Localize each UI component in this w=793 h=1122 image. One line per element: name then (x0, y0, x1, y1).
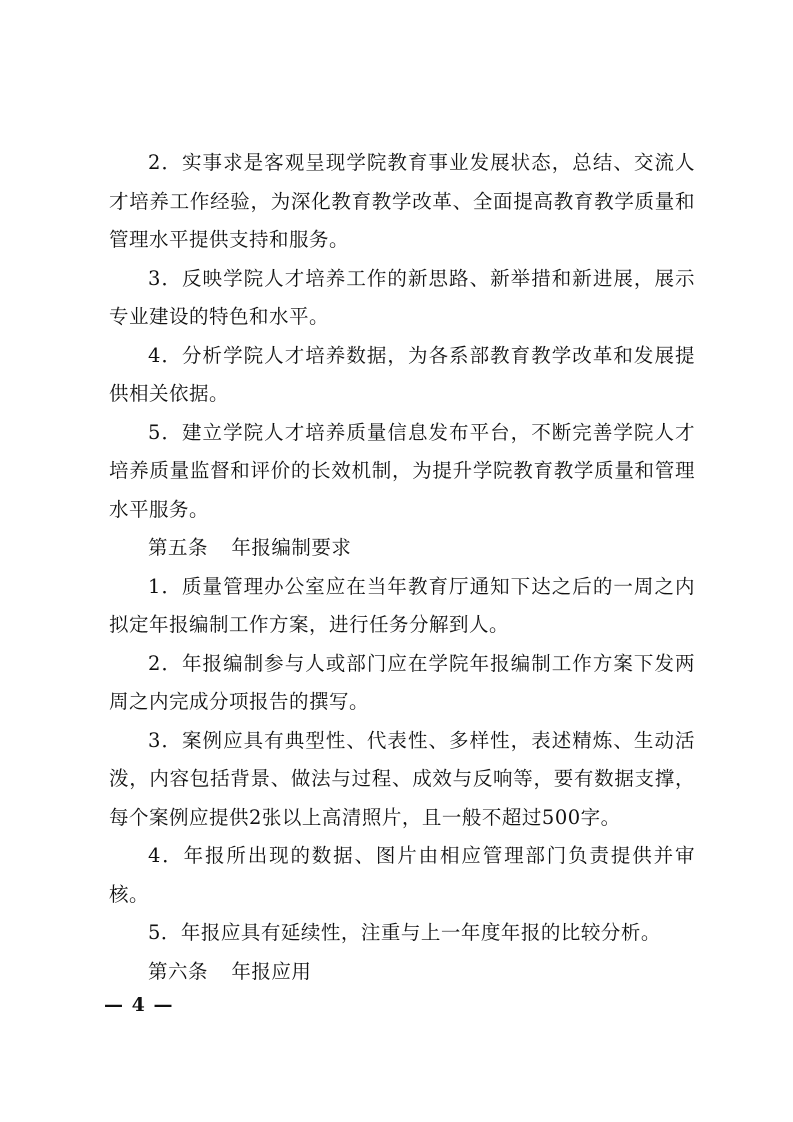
requirement-5: 5．年报应具有延续性，注重与上一年度年报的比较分析。 (148, 921, 661, 944)
article-title: 年报应用 (231, 959, 312, 983)
requirement-2: 2．年报编制参与人或部门应在学院年报编制工作方案下发两周之内完成分项报告的撰写。 (109, 651, 695, 713)
section-heading-article-5 (109, 529, 695, 568)
article-number: 第五条 (148, 536, 209, 559)
page-number: — 4 — (104, 994, 174, 1016)
article-title: 年报编制要求 (231, 536, 352, 559)
article-number: 第六条 (148, 959, 209, 983)
requirement-4: 4．年报所出现的数据、图片由相应管理部门负责提供并审核。 (109, 844, 695, 906)
paragraph-purpose-3: 3．反映学院人才培养工作的新思路、新举措和新进展，展示专业建设的特色和水平。 (109, 266, 695, 328)
requirement-3: 3．案例应具有典型性、代表性、多样性，表述精炼、生动活泼，内容包括背景、做法与过程、成效与反响等，要有数据支撑，每个案例应提供2张以上高清照片，且一般不超过500字。 (109, 728, 695, 829)
section-heading-article-6 (109, 953, 695, 992)
requirement-1: 1．质量管理办公室应在当年教育厅通知下达之后的一周之内拟定年报编制工作方案，进行任务分解到人。 (109, 574, 695, 636)
paragraph-purpose-4: 4．分析学院人才培养数据，为各系部教育教学改革和发展提供相关依据。 (109, 343, 695, 405)
paragraph-purpose-5: 5．建立学院人才培养质量信息发布平台，不断完善学院人才培养质量监督和评价的长效机制，为提升学院教育教学质量和管理水平服务。 (109, 420, 695, 521)
paragraph-purpose-2: 2．实事求是客观呈现学院教育事业发展状态，总结、交流人才培养工作经验，为深化教育教学改革、全面提高教育教学质量和管理水平提供支持和服务。 (109, 151, 695, 251)
page-content (109, 144, 695, 991)
